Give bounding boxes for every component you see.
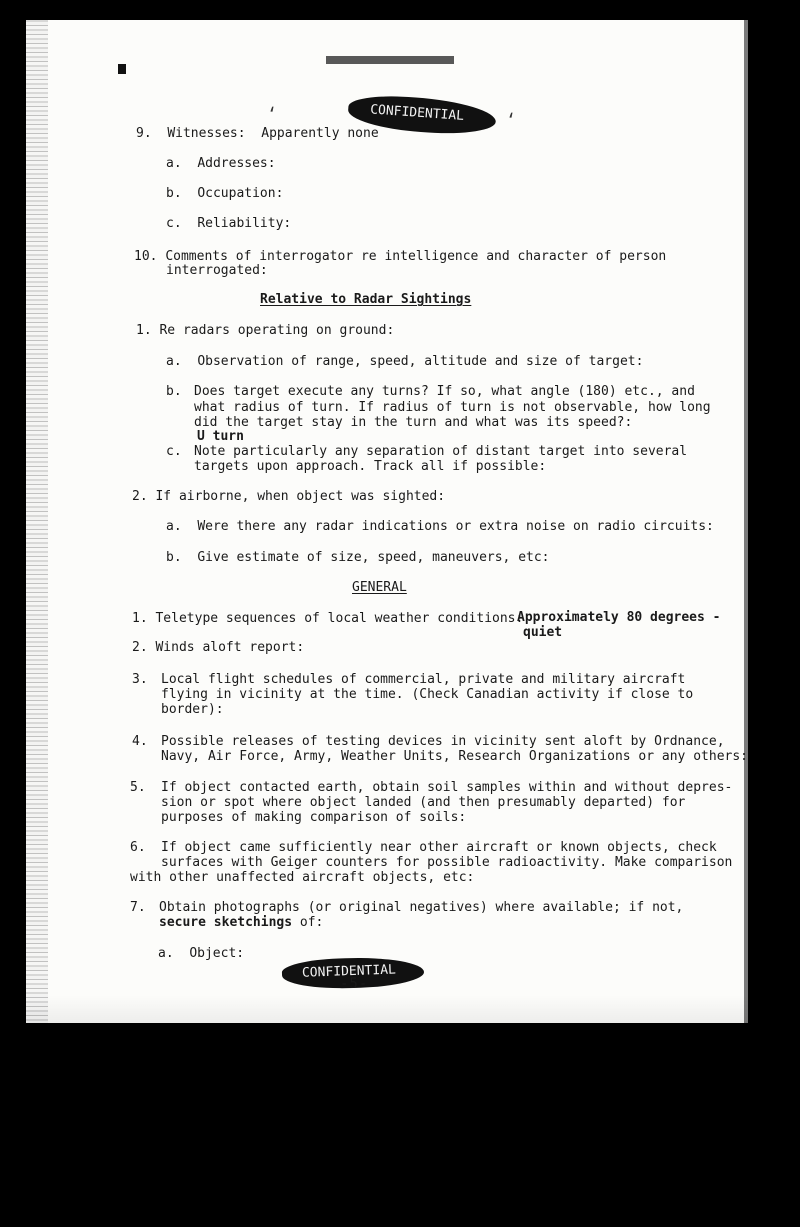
top-mark bbox=[118, 64, 126, 74]
radar-item-1c-letter: c. bbox=[166, 444, 182, 459]
classification-stamp-bottom-text: CONFIDENTIAL bbox=[301, 962, 397, 981]
radar-item-2 bbox=[132, 489, 445, 505]
general-item-5-line1: If object contacted earth, obtain soil samples within and without depres- bbox=[161, 780, 733, 795]
general-item-1-answer-line1: Approximately 80 degrees - bbox=[517, 610, 721, 625]
general-item-3-number: 3. bbox=[132, 672, 148, 687]
item-9a-letter: a. bbox=[166, 156, 182, 171]
radar-item-1 bbox=[136, 323, 394, 339]
general-item-4-line1: Possible releases of testing devices in vicinity sent aloft by Ordnance, bbox=[161, 734, 725, 749]
item-9 bbox=[136, 126, 379, 142]
item-9-label: Witnesses: bbox=[167, 126, 246, 141]
radar-item-1a-letter: a. bbox=[166, 354, 182, 369]
general-item-4-number: 4. bbox=[132, 734, 148, 749]
general-item-5-number: 5. bbox=[130, 780, 146, 795]
general-item-6-line1: If object came sufficiently near other aircraft or known objects, check bbox=[161, 840, 717, 855]
general-item-7-line2 bbox=[159, 915, 323, 931]
scan-shadow bbox=[26, 995, 748, 1023]
general-item-6-number: 6. bbox=[130, 840, 146, 855]
general-item-1-text: Teletype sequences of local weather conditions: bbox=[155, 611, 524, 626]
item-9a bbox=[166, 156, 276, 172]
radar-item-1b-line3: did the target stay in the turn and what was its speed?: bbox=[194, 415, 633, 430]
general-item-5-line3: purposes of making comparison of soils: bbox=[161, 810, 467, 825]
item-9c-label: Reliability: bbox=[197, 216, 292, 231]
radar-item-2a-text: Were there any radar indications or extra noise on radio circuits: bbox=[197, 519, 714, 534]
radar-item-2a-letter: a. bbox=[166, 519, 182, 534]
item-9c bbox=[166, 216, 291, 232]
general-item-3-line3: border): bbox=[161, 702, 224, 717]
radar-item-2b bbox=[166, 550, 550, 566]
radar-item-2b-letter: b. bbox=[166, 550, 182, 565]
general-item-3-line1: Local flight schedules of commercial, private and military aircraft bbox=[161, 672, 686, 687]
radar-item-1a-text: Observation of range, speed, altitude and size of target: bbox=[197, 354, 644, 369]
general-item-4-line2: Navy, Air Force, Army, Weather Units, Research Organizations or any others: bbox=[161, 749, 748, 764]
general-item-7a-text: Object: bbox=[189, 946, 245, 961]
classification-stamp-top-text: CONFIDENTIAL bbox=[369, 102, 465, 124]
item-9a-label: Addresses: bbox=[197, 156, 276, 171]
general-item-5-line2: sion or spot where object landed (and then presumably departed) for bbox=[161, 795, 686, 810]
item-9b-label: Occupation: bbox=[197, 186, 284, 201]
general-item-7a bbox=[158, 946, 244, 962]
general-item-7-line2-rest: of: bbox=[299, 915, 324, 930]
radar-item-1a bbox=[166, 354, 643, 370]
general-item-2-text: Winds aloft report: bbox=[155, 640, 305, 655]
item-9c-letter: c. bbox=[166, 216, 182, 231]
radar-heading: Relative to Radar Sightings bbox=[260, 292, 472, 307]
item-9b-letter: b. bbox=[166, 186, 182, 201]
radar-item-1b-line2: what radius of turn. If radius of turn is not observable, how long bbox=[194, 400, 711, 415]
page-number: -5- bbox=[340, 976, 369, 992]
scan-edge-left bbox=[26, 20, 48, 1023]
general-heading: GENERAL bbox=[352, 580, 407, 595]
item-9b bbox=[166, 186, 283, 202]
general-item-3-line2: flying in vicinity at the time. (Check Canadian activity if close to bbox=[161, 687, 694, 702]
scan-edge-right bbox=[744, 20, 748, 1023]
general-item-7-line1: Obtain photographs (or original negatives) where available; if not, bbox=[159, 900, 684, 915]
radar-item-2-number: 2. bbox=[132, 489, 148, 504]
item-9-value: Apparently none bbox=[261, 126, 379, 141]
item-9-number: 9. bbox=[136, 126, 152, 141]
handwritten-mark: ⸲ bbox=[508, 96, 514, 120]
radar-item-1-text: Re radars operating on ground: bbox=[159, 323, 395, 338]
general-item-6-line3: with other unaffected aircraft objects, etc: bbox=[130, 870, 475, 885]
item-10-line1: Comments of interrogator re intelligence and character of person bbox=[165, 249, 667, 264]
radar-item-1b-line1: Does target execute any turns? If so, what angle (180) etc., and bbox=[194, 384, 695, 399]
general-item-1 bbox=[132, 611, 523, 627]
general-item-2 bbox=[132, 640, 304, 656]
general-item-1-answer-line2: quiet bbox=[523, 625, 563, 640]
item-10-line2: interrogated: bbox=[166, 263, 268, 278]
handwritten-mark: ⸲ bbox=[269, 90, 275, 114]
radar-item-1c-line2: targets upon approach. Track all if possible: bbox=[194, 459, 547, 474]
radar-item-2-text: If airborne, when object was sighted: bbox=[155, 489, 446, 504]
general-item-7-line2-bold: secure sketchings bbox=[159, 915, 293, 930]
radar-item-2a bbox=[166, 519, 714, 535]
general-item-7-number: 7. bbox=[130, 900, 146, 915]
general-item-1-number: 1. bbox=[132, 611, 148, 626]
radar-item-1b-letter: b. bbox=[166, 384, 182, 399]
item-10-number: 10. bbox=[134, 249, 158, 264]
general-item-7a-letter: a. bbox=[158, 946, 174, 961]
top-smudge bbox=[326, 56, 454, 64]
radar-item-2b-text: Give estimate of size, speed, maneuvers, etc: bbox=[197, 550, 550, 565]
radar-item-1b-answer: U turn bbox=[197, 429, 244, 444]
general-item-6-line2: surfaces with Geiger counters for possible radioactivity. Make comparison bbox=[161, 855, 733, 870]
document-page bbox=[26, 20, 748, 1023]
radar-item-1c-line1: Note particularly any separation of distant target into several bbox=[194, 444, 688, 459]
radar-item-1-number: 1. bbox=[136, 323, 152, 338]
general-item-2-number: 2. bbox=[132, 640, 148, 655]
